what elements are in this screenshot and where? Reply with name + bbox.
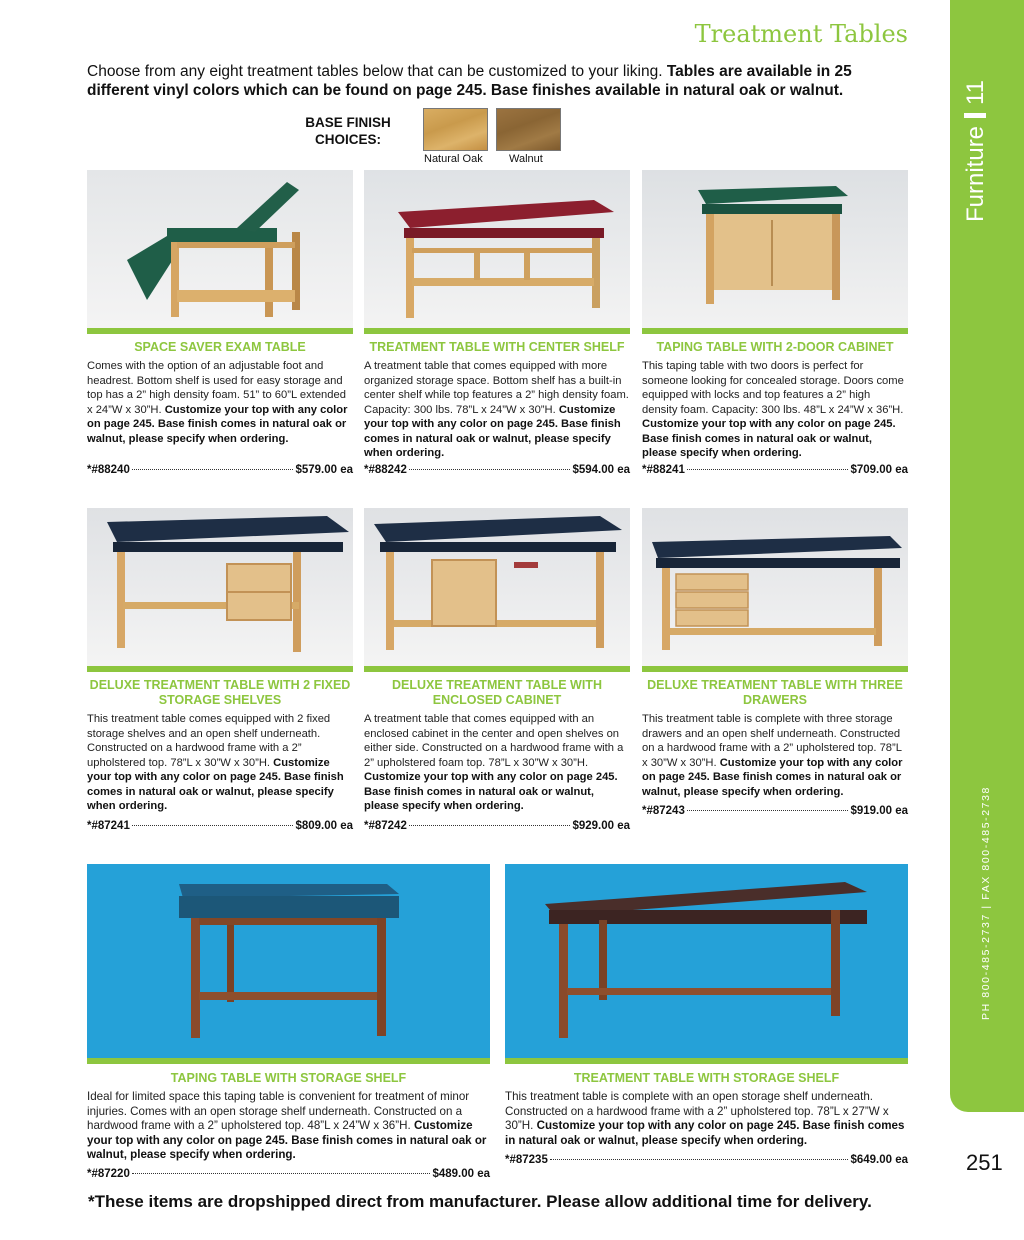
section-label — [962, 0, 990, 222]
product-description — [364, 359, 630, 461]
product-photo — [505, 864, 908, 1064]
product-photo — [87, 508, 353, 672]
description-text: This treatment table is complete with an open storage shelf underneath. Constructed on a hardwood frame with a 2” upholstered top. 78”L x 27”W x 30”H. — [505, 1090, 889, 1133]
product-sku-line — [87, 464, 353, 476]
leader-dots — [687, 810, 849, 811]
product-price: $594.00 ea — [572, 464, 630, 476]
customize-note: Customize your top with any color on page 245. Base finish comes in natural oak or walnut, please specify when ordering. — [642, 756, 903, 798]
product-sku-line — [364, 820, 630, 832]
natural-oak-label: Natural Oak — [424, 153, 483, 165]
intro-text — [87, 62, 917, 100]
product-price: $649.00 ea — [850, 1154, 908, 1166]
product-photo — [364, 170, 630, 334]
treatment-table-storage-shelf-illustration — [505, 864, 908, 1058]
section-name: Furniture — [962, 125, 989, 222]
page-title: Treatment Tables — [694, 20, 908, 48]
product-name: DELUXE TREATMENT TABLE WITH THREE DRAWERS — [647, 678, 903, 707]
leader-dots — [132, 825, 294, 826]
product-description — [87, 1090, 490, 1163]
base-finish-label-line1: BASE FINISH — [305, 115, 391, 130]
product-name: TAPING TABLE WITH STORAGE SHELF — [170, 1071, 407, 1085]
description-text: This taping table with two doors is perfect for someone looking for concealed storage. Doors come equipped with locks and top features a 2” high density foam. Capacity: 300 lbs. 48”L x 24”W x 36”H. — [642, 360, 904, 416]
customize-note: Customize your top with any color on page 245. Base finish comes in natural oak or walnut, please specify when ordering. — [364, 403, 621, 459]
product-sku-line — [364, 464, 630, 476]
description-text: A treatment table that comes equipped with more organized storage space. Bottom shelf has a built-in center shelf while top features a 2” high density foam. Capacity: 300 lbs. 78”L x 24”W x 30”H. — [364, 360, 629, 416]
product-price: $709.00 ea — [850, 464, 908, 476]
taping-table-storage-shelf-illustration — [87, 864, 490, 1058]
deluxe-two-shelves-illustration — [87, 508, 353, 666]
product-sku: *#88240 — [87, 464, 130, 476]
product-description — [364, 712, 630, 814]
product-price: $929.00 ea — [572, 820, 630, 832]
product-name: TREATMENT TABLE WITH STORAGE SHELF — [573, 1071, 840, 1085]
product-sku: *#87241 — [87, 820, 130, 832]
customize-note: Customize your top with any color on page 245. Base finish comes in natural oak or walnut, please specify when ordering. — [87, 403, 348, 445]
deluxe-three-drawers-illustration — [642, 508, 908, 666]
contact-numbers: PH 800-485-2737 | FAX 800-485-2738 — [980, 785, 992, 1020]
intro-plain: Choose from any eight treatment tables below that can be customized to your liking. — [87, 63, 667, 80]
product-sku: *#87235 — [505, 1154, 548, 1166]
product-name: DELUXE TREATMENT TABLE WITH ENCLOSED CABINET — [392, 678, 602, 707]
natural-oak-swatch — [423, 108, 488, 151]
product-sku-line — [87, 820, 353, 832]
customize-note: Customize your top with any color on page 245. Base finish comes in natural oak or walnut, please specify when ordering. — [642, 418, 896, 459]
leader-dots — [409, 469, 571, 470]
center-shelf-table-illustration — [364, 170, 630, 328]
customize-note: Customize your top with any color on page 245. Base finish comes in natural oak or walnut, please specify when ordering. — [87, 756, 344, 812]
deluxe-enclosed-cabinet-illustration — [364, 508, 630, 666]
walnut-swatch — [496, 108, 561, 151]
product-sku-line — [505, 1154, 908, 1166]
section-divider — [964, 113, 986, 118]
product-price: $809.00 ea — [295, 820, 353, 832]
customize-note: Customize your top with any color on page 245. Base finish comes in natural oak or walnut, please specify when ordering. — [364, 771, 618, 812]
product-photo — [87, 170, 353, 334]
customize-note: Customize your top with any color on page 245. Base finish comes in natural oak or walnut, please specify when ordering. — [505, 1119, 905, 1147]
base-finish-label — [290, 114, 406, 148]
leader-dots — [550, 1159, 849, 1160]
page-number: 251 — [966, 1150, 1003, 1175]
walnut-label: Walnut — [509, 153, 543, 165]
dropship-note: *These items are dropshipped direct from manufacturer. Please allow additional time for delivery. — [88, 1192, 872, 1211]
description-text: This treatment table comes equipped with 2 fixed storage shelves and an open shelf underneath. Constructed on a hardwood frame with a 2” upholstered top. 78”L x 30”W x 30”H. — [87, 713, 331, 769]
product-name: DELUXE TREATMENT TABLE WITH 2 FIXED STORAGE SHELVES — [89, 678, 351, 707]
product-description — [87, 712, 353, 814]
product-name: SPACE SAVER EXAM TABLE — [134, 340, 306, 354]
product-photo — [642, 170, 908, 334]
product-sku: *#87243 — [642, 805, 685, 817]
product-price: $489.00 ea — [432, 1168, 490, 1180]
description-text: Comes with the option of an adjustable foot and headrest. Bottom shelf is used for easy storage and top has a 2” high density foam. 51” to 60”L extended x 24”W x 30”H. — [87, 360, 346, 416]
product-photo — [642, 508, 908, 672]
section-number: 11 — [962, 80, 989, 105]
product-name: TREATMENT TABLE WITH CENTER SHELF — [369, 340, 625, 354]
product-sku: *#88242 — [364, 464, 407, 476]
product-photo — [364, 508, 630, 672]
product-sku-line — [87, 1168, 490, 1180]
product-description — [642, 359, 908, 461]
description-text: A treatment table that comes equipped with an enclosed cabinet in the center and open shelves on either side. Constructed on a hardwood frame with a 2” upholstered foam top. 78”L x 30”W x 30”H. — [364, 713, 624, 769]
two-door-cabinet-illustration — [642, 170, 908, 328]
space-saver-table-illustration — [87, 170, 353, 328]
base-finish-label-line2: CHOICES: — [314, 132, 381, 147]
leader-dots — [132, 1173, 431, 1174]
product-sku: *#88241 — [642, 464, 685, 476]
product-photo — [87, 864, 490, 1064]
product-sku: *#87220 — [87, 1168, 130, 1180]
description-text: Ideal for limited space this taping table is convenient for treatment of minor injuries. Comes with an open storage shelf underneath. Constructed on a hardwood frame with a 2” upholstered top. 48”L x 24”W x 36”H. — [87, 1090, 470, 1133]
product-price: $919.00 ea — [850, 805, 908, 817]
product-description — [642, 712, 908, 799]
customize-note: Customize your top with any color on page 245. Base finish comes in natural oak or walnut, please specify when ordering. — [87, 1119, 487, 1162]
intro-bold: Tables are available in 25 different vinyl colors which can be found on page 245. Base finishes available in natural oak or walnut. — [87, 63, 852, 99]
leader-dots — [687, 469, 849, 470]
product-description — [87, 359, 353, 446]
product-sku-line — [642, 805, 908, 817]
leader-dots — [409, 825, 571, 826]
product-price: $579.00 ea — [295, 464, 353, 476]
product-sku-line — [642, 464, 908, 476]
product-description — [505, 1090, 908, 1148]
leader-dots — [132, 469, 294, 470]
description-text: This treatment table is complete with three storage drawers and an open shelf underneath. Constructed on a hardwood frame with a 2” upholstered top. 78”L x 30”W x 30”H. — [642, 713, 902, 769]
product-name: TAPING TABLE WITH 2-DOOR CABINET — [656, 340, 894, 354]
product-sku: *#87242 — [364, 820, 407, 832]
